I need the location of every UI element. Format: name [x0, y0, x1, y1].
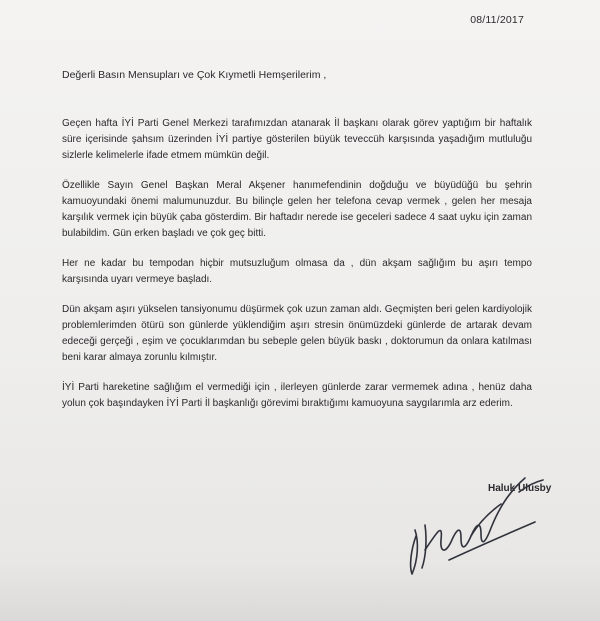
paragraph-2: Özellikle Sayın Genel Başkan Meral Akşener hanımefendinin doğduğu ve büyüdüğü bu şehrin kamuoyundaki önemi malumunuzdur. Bu bilinçle gelen her telefona cevap vermek , gelen her mesaja karşılık vermek için büyük çaba gösterdim. Bir haftadır nerede ise geceleri sadece 4 saat uyku için zaman bulabildim. Gün erken başladı ve çok geç bitti.: [62, 180, 532, 239]
letter-date: 08/11/2017: [470, 14, 524, 26]
paragraph-5: İYİ Parti hareketine sağlığım el vermediği için , ilerleyen günlerde zarar vermemek adına , henüz daha yolun çok başındayken İYİ Parti İl başkanlığı görevimi bıraktığımı kamuoyuna saygılarımla arz ederim.: [62, 382, 532, 409]
handwritten-signature: [385, 470, 555, 580]
letter-salutation: Değerli Basın Mensupları ve Çok Kıymetli Hemşerilerim ,: [62, 69, 327, 81]
paragraph-3: Her ne kadar bu tempodan hiçbir mutsuzluğum olmasa da , dün akşam sağlığım bu aşırı tempo karşısında uyarı vermeye başladı.: [62, 258, 532, 285]
signer-name: Haluk Ulusby: [488, 483, 552, 494]
paragraph-4: Dün akşam aşırı yükselen tansiyonumu düşürmek çok uzun zaman aldı. Geçmişten beri gelen kardiyolojik problemlerimden ötürü son günlerde yüklendiğim aşırı stresin önümüzdeki günlerde de artarak devam edeceği gerçeği , eşim ve çocuklarımdan bu sebeple gelen büyük baskı , doktorumun da onlara katılması beni karar almaya zorunlu kılmıştır.: [62, 304, 532, 363]
letter-body: [62, 116, 532, 426]
paragraph-1: Geçen hafta İYİ Parti Genel Merkezi tarafımızdan atanarak İl başkanı olarak görev yaptığım bir haftalık süre içerisinde şahsım üzerinden İYİ partiye gösterilen büyük teveccüh karşısında yaşadığım mutluluğu sizlerle kelimelerle ifade etmem mümkün değil.: [62, 118, 532, 161]
